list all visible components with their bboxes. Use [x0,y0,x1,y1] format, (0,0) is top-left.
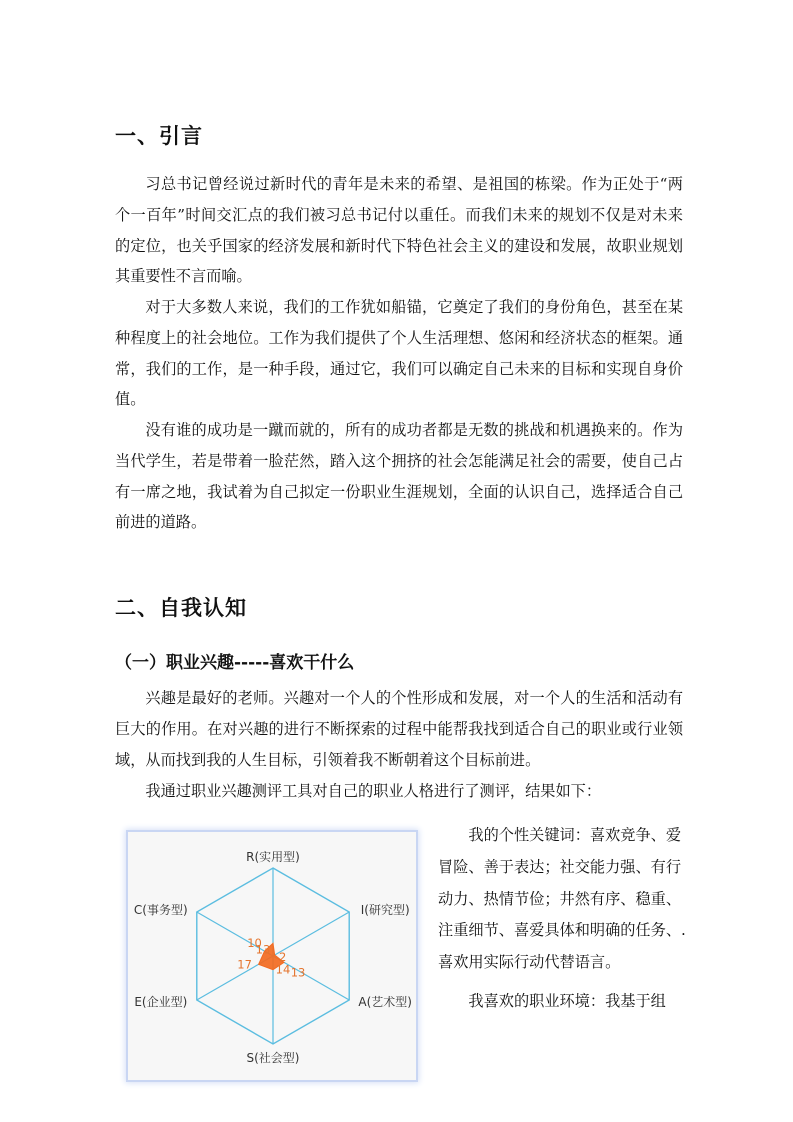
interest-radar-chart [128,832,416,1080]
interest-paragraph-1: 兴趣是最好的老师。兴趣对一个人的个性形成和发展，对一个人的生活和活动有巨大的作用。在对兴趣的进行不断探索的过程中能帮我找到适合自己的职业或行业领域，从而找到我的人生目标，引领着我不断朝着这个目标前进。 [115,689,683,769]
radar-axis-label-5: C(事务型) [133,903,188,917]
radar-axis-label-1: I(研究型) [360,903,410,917]
self-cognition-heading: 二、自我认知 [115,596,247,620]
radar-value-label-1: 2 [279,950,287,965]
radar-value-label-5: 10 [247,936,262,951]
radar-axis-label-4: E(企业型) [134,995,188,1009]
work-environment-paragraph: 我喜欢的职业环境：我基于组 [468,992,666,1010]
intro-paragraph-1: 习总书记曾经说过新时代的青年是未来的希望、是祖国的栋梁。作为正处于“两个一百年”时间交汇点的我们被习总书记付以重任。而我们未来的规划不仅是对未来的定位，也关乎国家的经济发展和新时代下特色社会主义的建设和发展，故职业规划其重要性不言而喻。 [115,175,683,286]
personality-keywords-paragraph: 我的个性关键词：喜欢竞争、爱冒险、善于表达；社交能力强、有行动力、热情节俭；井然有序、稳重、注重细节、喜爱具体和明确的任务、.喜欢用实际行动代替语言。 [438,826,686,972]
interest-subheading: （一）职业兴趣-----喜欢干什么 [115,653,355,673]
radar-axis-label-3: S(社会型) [246,1051,300,1065]
radar-svg [128,832,416,1080]
radar-value-label-4: 17 [237,957,252,972]
radar-value-label-0: 13 [255,942,271,957]
radar-value-label-3: 14 [275,962,291,977]
interest-paragraph-2: 我通过职业兴趣测评工具对自己的职业人格进行了测评，结果如下： [145,782,602,800]
intro-heading: 一、引言 [115,124,203,148]
intro-paragraph-3: 没有谁的成功是一蹴而就的，所有的成功者都是无数的挑战和机遇换来的。作为当代学生，若是带着一脸茫然，踏入这个拥挤的社会怎能满足社会的需要，使自己占有一席之地，我试着为自己拟定一份职业生涯规划，全面的认识自己，选择适合自己前进的道路。 [115,421,683,532]
radar-value-label-2: 13 [290,965,306,980]
radar-axis-label-0: R(实用型) [246,850,300,864]
radar-axis-label-2: A(艺术型) [358,995,412,1009]
intro-paragraph-2: 对于大多数人来说，我们的工作犹如船锚，它奠定了我们的身份角色，甚至在某种程度上的社会地位。工作为我们提供了个人生活理想、悠闲和经济状态的框架。通常，我们的工作，是一种手段，通过它，我们可以确定自己未来的目标和实现自身价值。 [115,298,683,409]
